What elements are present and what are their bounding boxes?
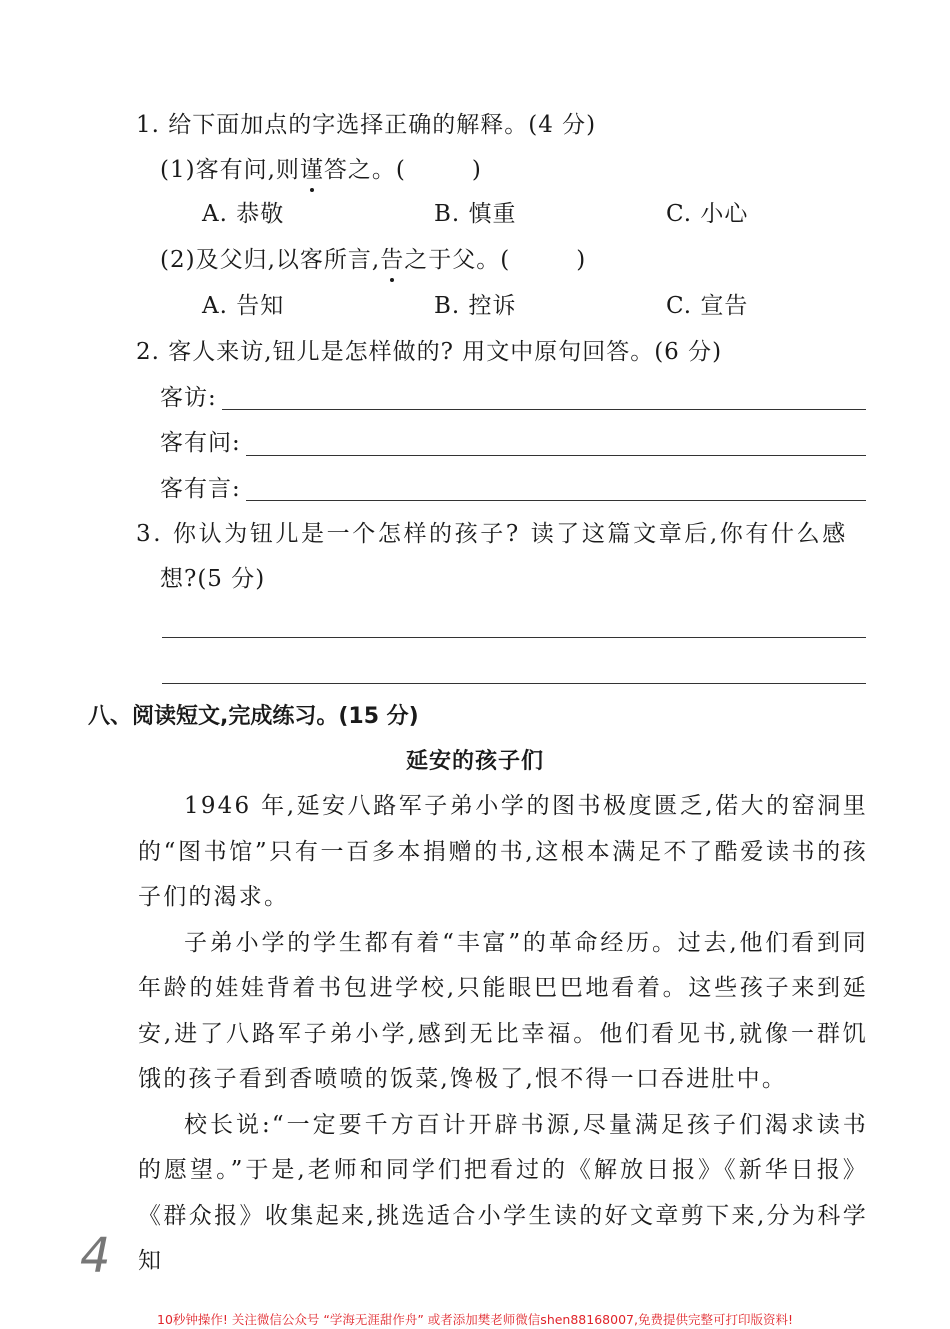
q1-sub1-option-a: A. 恭敬	[202, 201, 285, 227]
q2-answer-line-ask[interactable]	[246, 455, 866, 456]
q3-answer-line-2[interactable]	[162, 683, 866, 684]
q2-field-label-say: 客有言:	[160, 476, 241, 502]
q1-sub1-pre: (1)客有问,则	[160, 157, 300, 183]
q1-sub2-question	[160, 245, 586, 275]
page-number: 4	[80, 1228, 111, 1284]
q1-sub1-question	[160, 155, 482, 185]
q2-field-label-ask: 客有问:	[160, 430, 241, 456]
q1-sub2-option-a: A. 告知	[202, 293, 285, 319]
footer-note: 10秒钟操作! 关注微信公众号 “学海无涯甜作舟” 或者添加樊老师微信shen88168007,免费提供完整可打印版资料!	[157, 1312, 793, 1327]
story-paragraph-2: 子弟小学的学生都有着“丰富”的革命经历。过去,他们看到同年龄的娃娃背着书包进学校,只能眼巴巴地看着。这些孩子来到延安,进了八路军子弟小学,感到无比幸福。他们看见书,就像一群饥饿的孩子看到香喷喷的饭菜,馋极了,恨不得一口吞进肚中。	[138, 929, 868, 1092]
q1-sub2-option-c: C. 宣告	[666, 293, 749, 319]
story-title: 延安的孩子们	[405, 749, 544, 774]
q2-answer-line-visit[interactable]	[222, 409, 866, 410]
q1-sub1-option-b: B. 慎重	[434, 201, 517, 227]
story-paragraph-3: 校长说:“一定要千方百计开辟书源,尽量满足孩子们渴求读书的愿望。”于是,老师和同学们把看过的《解放日报》《新华日报》《群众报》收集起来,挑选适合小学生读的好文章剪下来,分为科学知	[138, 1111, 868, 1274]
story-paragraph-1: 1946 年,延安八路军子弟小学的图书极度匮乏,偌大的窑洞里的“图书馆”只有一百多本捐赠的书,这根本满足不了酷爱读书的孩子们的渴求。	[138, 793, 868, 910]
q1-title: 1. 给下面加点的字选择正确的解释。(4 分)	[136, 112, 597, 138]
q1-sub2-close: )	[576, 247, 587, 273]
q1-sub1-option-c: C. 小心	[666, 201, 749, 227]
q3-answer-line-1[interactable]	[162, 637, 866, 638]
q1-sub2-pre: (2)及父归,以客所言,	[160, 247, 381, 273]
section8-heading: 八、阅读短文,完成练习。(15 分)	[88, 704, 419, 729]
q1-sub1-post: 答之。(	[323, 157, 406, 183]
story-body	[138, 784, 868, 1285]
q3-line2: 想?(5 分)	[160, 566, 266, 592]
q3-line1: 3. 你认为钮儿是一个怎样的孩子? 读了这篇文章后,你有什么感	[136, 521, 848, 547]
q2-answer-line-say[interactable]	[246, 500, 866, 501]
q2-field-label-visit: 客访:	[160, 385, 217, 411]
q1-sub2-dotted-char: 告	[380, 247, 405, 273]
q2-title: 2. 客人来访,钮儿是怎样做的? 用文中原句回答。(6 分)	[136, 339, 723, 365]
q1-sub1-close: )	[471, 157, 482, 183]
q1-sub2-option-b: B. 控诉	[434, 293, 517, 319]
q1-sub2-post: 之于父。(	[404, 247, 511, 273]
q1-sub1-dotted-char: 谨	[299, 157, 324, 183]
